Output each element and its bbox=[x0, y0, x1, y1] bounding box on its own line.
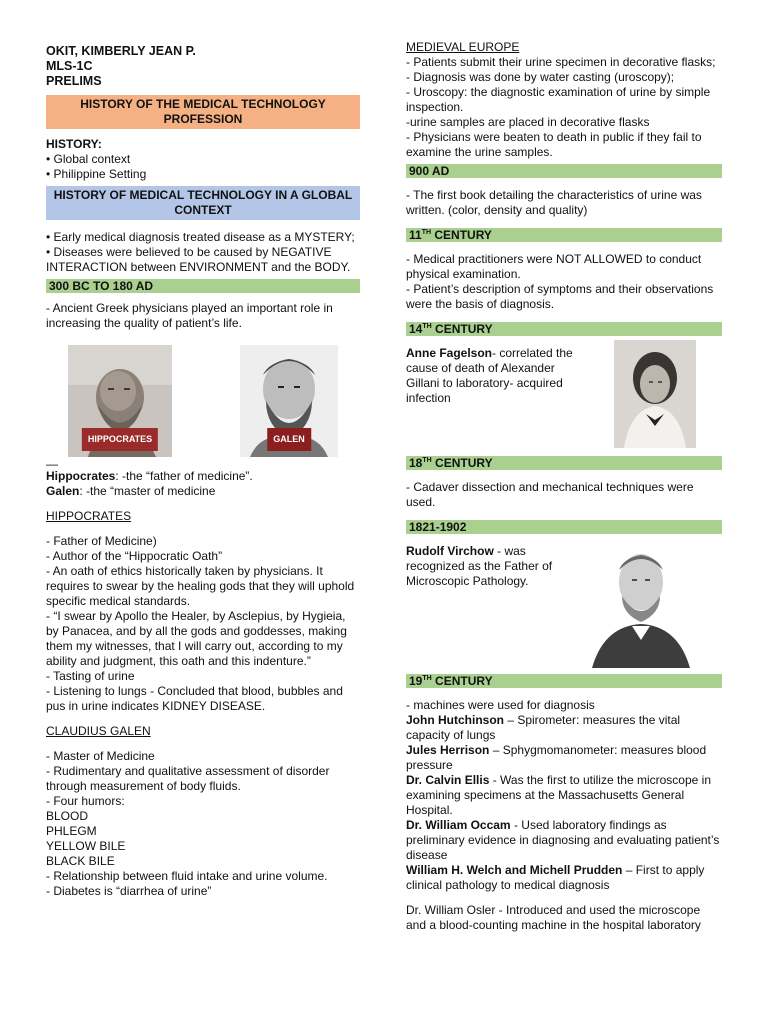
hippocrates-line: - Father of Medicine) bbox=[46, 534, 157, 548]
galen-summary-name: Galen bbox=[46, 484, 80, 498]
galen-line: - Rudimentary and qualitative assessment of disorder through measurement of body fluids. bbox=[46, 764, 330, 793]
text-18th: - Cadaver dissection and mechanical techniques were used. bbox=[406, 480, 694, 509]
bar-19th-century bbox=[406, 674, 722, 688]
medieval-heading: MEDIEVAL EUROPE bbox=[406, 40, 520, 54]
bar-11th-century bbox=[406, 228, 722, 242]
fagelson-name: Anne Fagelson bbox=[406, 346, 493, 360]
galen-humor: BLACK BILE bbox=[46, 854, 115, 868]
fagelson-section bbox=[406, 346, 722, 456]
virchow-name: Rudolf Virchow bbox=[406, 544, 494, 558]
bar-18th-century bbox=[406, 456, 722, 470]
student-section: MLS-1C bbox=[46, 59, 93, 73]
portrait-row bbox=[46, 345, 360, 463]
bar-300bc: 300 BC TO 180 AD bbox=[46, 279, 360, 293]
fagelson-text bbox=[406, 346, 590, 406]
hippocrates-list bbox=[46, 534, 360, 714]
hippocrates-line: - Tasting of urine bbox=[46, 669, 135, 683]
century-word: CENTURY bbox=[431, 674, 493, 688]
galen-line: - Diabetes is “diarrhea of urine” bbox=[46, 884, 212, 898]
person-entry bbox=[406, 713, 722, 743]
right-column bbox=[406, 40, 722, 933]
hippocrates-line: - “I swear by Apollo the Healer, by Asclepius, by Hygieia, by Panacea, and by all the gods and goddesses, making them my witnesses, that I will carry out, according to my ability and judgment, this oath and this indenture.” bbox=[46, 609, 347, 668]
galen-line: - Master of Medicine bbox=[46, 749, 155, 763]
virchow-text bbox=[406, 544, 572, 589]
century-number: 18 bbox=[409, 456, 423, 470]
bar-14th-century bbox=[406, 322, 722, 336]
medieval-line: - Uroscopy: the diagnostic examination of urine by simple inspection. bbox=[406, 85, 711, 114]
hippocrates-line: - An oath of ethics historically taken by physicians. It requires to swear by the healing gods that they will uphold specific medical standards. bbox=[46, 564, 355, 608]
person-desc: – Spirometer: measures the vital capacity of lungs bbox=[406, 713, 681, 742]
person-entry bbox=[406, 863, 722, 893]
century-suffix: TH bbox=[421, 229, 432, 236]
galen-humor: BLOOD bbox=[46, 809, 89, 823]
person-desc: - Was the first to utilize the microscope in examining specimens at the Massachusetts General Hospital. bbox=[406, 773, 712, 817]
galen-tag: GALEN bbox=[267, 428, 311, 451]
virchow-desc: - was recognized as the Father of Microscopic Pathology. bbox=[406, 544, 553, 588]
galen-summary-desc: : -the “master of medicine bbox=[79, 484, 216, 498]
line-11th: - Patient’s description of symptoms and their observations were the basis of diagnosis. bbox=[406, 282, 714, 311]
hippocrates-heading: HIPPOCRATES bbox=[46, 509, 132, 523]
galen-heading: CLAUDIUS GALEN bbox=[46, 724, 151, 738]
person-entry bbox=[406, 773, 722, 818]
exam-term: PRELIMS bbox=[46, 74, 102, 88]
person-name: Dr. Calvin Ellis bbox=[406, 773, 490, 787]
medieval-line: - Patients submit their urine specimen in decorative flasks; bbox=[406, 55, 716, 69]
medieval-line: -urine samples are placed in decorative flasks bbox=[406, 115, 650, 129]
person-desc: - Used laboratory findings as preliminary evidence in diagnosing and evaluating patient’s disease bbox=[406, 818, 720, 862]
title-box: HISTORY OF THE MEDICAL TECHNOLOGY PROFESSION bbox=[46, 95, 360, 129]
fagelson-portrait bbox=[614, 340, 696, 448]
galen-humor: PHLEGM bbox=[46, 824, 97, 838]
hippocrates-line: - Author of the “Hippocratic Oath” bbox=[46, 549, 223, 563]
person-name: John Hutchinson bbox=[406, 713, 504, 727]
text-19th-intro: - machines were used for diagnosis bbox=[406, 698, 595, 712]
student-header bbox=[46, 44, 360, 89]
century-suffix: TH bbox=[422, 323, 432, 330]
student-name: OKIT, KIMBERLY JEAN P. bbox=[46, 44, 196, 58]
line-11th: - Medical practitioners were NOT ALLOWED to conduct physical examination. bbox=[406, 252, 702, 281]
fagelson-desc: - correlated the cause of death of Alexander Gillani to laboratory- acquired infection bbox=[406, 346, 573, 405]
person-desc: – First to apply clinical pathology to medical diagnosis bbox=[406, 863, 705, 892]
hippocrates-tag: HIPPOCRATES bbox=[82, 428, 158, 451]
person-name: Jules Herrison bbox=[406, 743, 490, 757]
person-name: Dr. William Occam bbox=[406, 818, 511, 832]
century-number: 11 bbox=[409, 228, 422, 242]
century-number: 19 bbox=[409, 674, 423, 688]
virchow-engraving bbox=[582, 540, 700, 668]
century-number: 14 bbox=[409, 322, 423, 336]
person-entry bbox=[406, 818, 722, 863]
virchow-portrait bbox=[582, 540, 700, 668]
person-entry bbox=[406, 743, 722, 773]
medieval-list bbox=[406, 55, 722, 160]
hippocrates-summary-desc: : -the “father of medicine”. bbox=[115, 469, 253, 483]
galen-humor: YELLOW BILE bbox=[46, 839, 126, 853]
century-suffix: TH bbox=[422, 675, 432, 682]
medieval-line: - Diagnosis was done by water casting (uroscopy); bbox=[406, 70, 675, 84]
bar-1821-1902: 1821-1902 bbox=[406, 520, 722, 534]
global-context-box: HISTORY OF MEDICAL TECHNOLOGY IN A GLOBAL CONTEXT bbox=[46, 186, 360, 220]
global-item-negative: • Diseases were believed to be caused by NEGATIVE INTERACTION between ENVIRONMENT and the BODY. bbox=[46, 245, 351, 274]
galen-list bbox=[46, 749, 360, 899]
galen-portrait bbox=[240, 345, 338, 457]
dash-mark: — bbox=[46, 457, 58, 471]
person-name: William H. Welch and Michell Prudden bbox=[406, 863, 623, 877]
medieval-line: - Physicians were beaten to death in public if they fail to examine the urine samples. bbox=[406, 130, 702, 159]
text-900ad: - The first book detailing the characteristics of urine was written. (color, density and quality) bbox=[406, 188, 702, 217]
hippocrates-summary-name: Hippocrates bbox=[46, 469, 116, 483]
osler-text: Dr. William Osler - Introduced and used the microscope and a blood-counting machine in the hospital laboratory bbox=[406, 903, 701, 932]
hippocrates-summary bbox=[46, 469, 360, 484]
century-word: CENTURY bbox=[431, 322, 493, 336]
bar-900ad: 900 AD bbox=[406, 164, 722, 178]
virchow-section bbox=[406, 544, 722, 674]
galen-summary bbox=[46, 484, 360, 499]
hippocrates-portrait bbox=[68, 345, 172, 457]
history-label: HISTORY: bbox=[46, 137, 102, 151]
history-item-philippine: • Philippine Setting bbox=[46, 167, 147, 181]
hippocrates-line: - Listening to lungs - Concluded that blood, bubbles and pus in urine indicates KIDNEY DISEASE. bbox=[46, 684, 343, 713]
left-column bbox=[46, 40, 360, 899]
global-item-mystery: • Early medical diagnosis treated disease as a MYSTERY; bbox=[46, 230, 355, 244]
person-desc: – Sphygmomanometer: measures blood pressure bbox=[406, 743, 707, 772]
century-word: CENTURY bbox=[431, 456, 493, 470]
galen-line: - Four humors: bbox=[46, 794, 125, 808]
century-suffix: TH bbox=[422, 457, 432, 464]
century-word: CENTURY bbox=[431, 228, 492, 242]
galen-line: - Relationship between fluid intake and urine volume. bbox=[46, 869, 328, 883]
people-19th-list bbox=[406, 713, 722, 893]
fagelson-photo bbox=[614, 340, 696, 448]
greek-physicians-text: - Ancient Greek physicians played an important role in increasing the quality of patient’s life. bbox=[46, 301, 333, 330]
history-item-global: • Global context bbox=[46, 152, 131, 166]
